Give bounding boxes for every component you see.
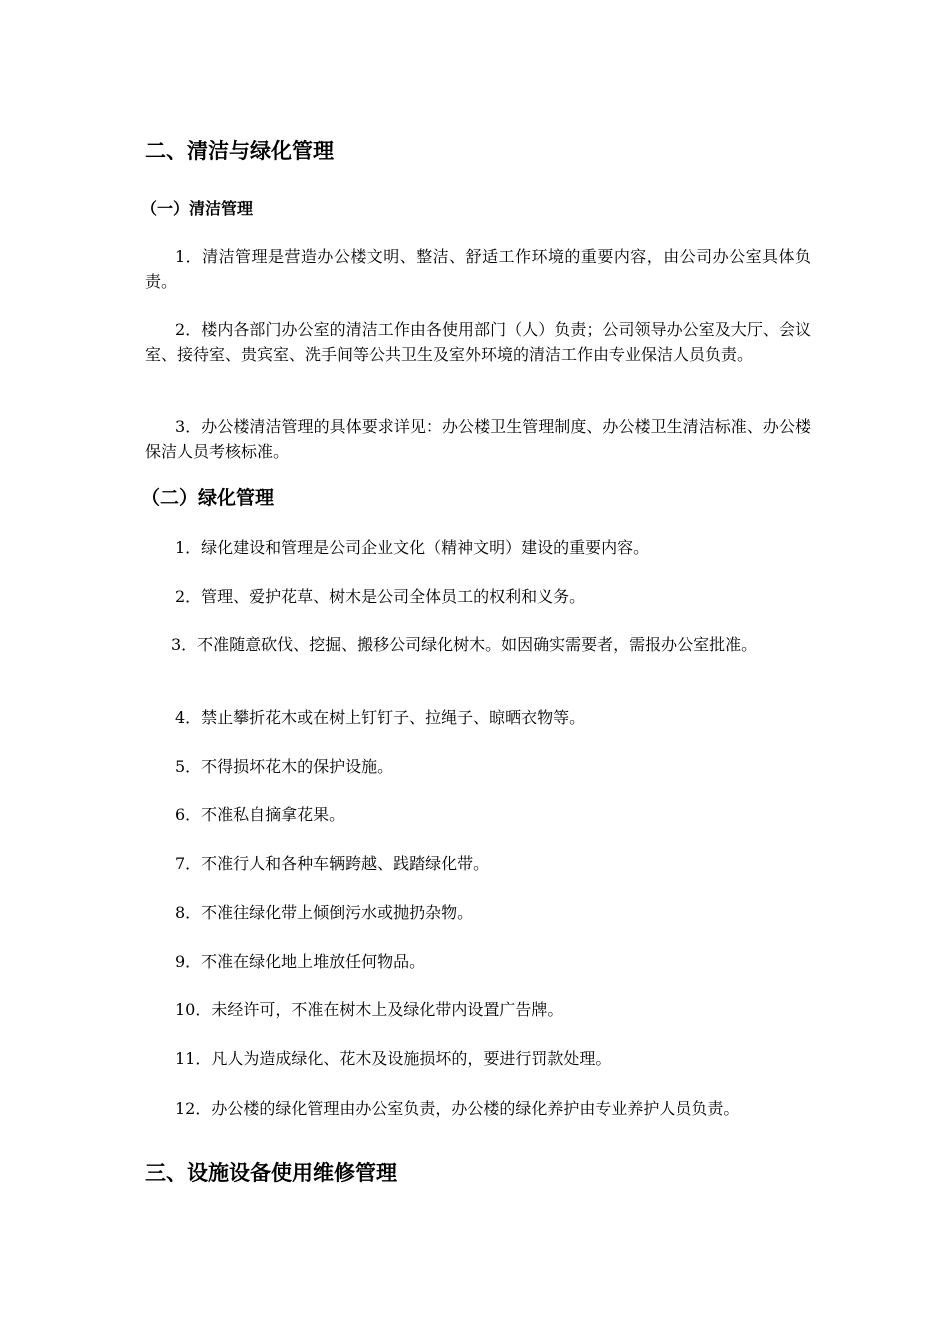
cleaning-item-2: 2．楼内各部门办公室的清洁工作由各使用部门（人）负责；公司领导办公室及大厅、会议室、接待室、贵宾室、洗手间等公共卫生及室外环境的清洁工作由专业保洁人员负责。 — [145, 320, 811, 364]
greening-item-1: 1．绿化建设和管理是公司企业文化（精神文明）建设的重要内容。 — [175, 538, 650, 557]
greening-item-6: 6．不准私自摘拿花果。 — [175, 805, 346, 824]
greening-item-5: 5．不得损坏花木的保护设施。 — [175, 757, 394, 776]
cleaning-item-3: 3．办公楼清洁管理的具体要求详见：办公楼卫生管理制度、办公楼卫生清洁标准、办公楼保洁人员考核标准。 — [145, 417, 811, 461]
subsection-heading-cleaning: （一）清洁管理 — [141, 199, 254, 218]
section-heading-cleaning-greening: 二、清洁与绿化管理 — [145, 139, 334, 163]
greening-item-10: 10．未经许可，不准在树木上及绿化带内设置广告牌。 — [175, 1000, 564, 1019]
section-heading-facilities: 三、设施设备使用维修管理 — [145, 1161, 397, 1185]
subsection-heading-greening: （二）绿化管理 — [141, 487, 275, 509]
greening-item-4: 4．禁止攀折花木或在树上钉钉子、拉绳子、晾晒衣物等。 — [175, 708, 586, 727]
greening-item-2: 2．管理、爱护花草、树木是公司全体员工的权利和义务。 — [175, 587, 586, 606]
greening-item-7: 7．不准行人和各种车辆跨越、践踏绿化带。 — [175, 854, 490, 873]
greening-item-3: 3．不准随意砍伐、挖掘、搬移公司绿化树木。如因确实需要者，需报办公室批准。 — [171, 635, 758, 654]
greening-item-12: 12．办公楼的绿化管理由办公室负责，办公楼的绿化养护由专业养护人员负责。 — [175, 1099, 740, 1118]
greening-item-11: 11．凡人为造成绿化、花木及设施损坏的，要进行罚款处理。 — [175, 1049, 612, 1068]
greening-item-8: 8．不准往绿化带上倾倒污水或抛扔杂物。 — [175, 903, 474, 922]
greening-item-9: 9．不准在绿化地上堆放任何物品。 — [175, 952, 426, 971]
cleaning-item-1: 1．清洁管理是营造办公楼文明、整洁、舒适工作环境的重要内容，由公司办公室具体负责。 — [145, 247, 811, 291]
